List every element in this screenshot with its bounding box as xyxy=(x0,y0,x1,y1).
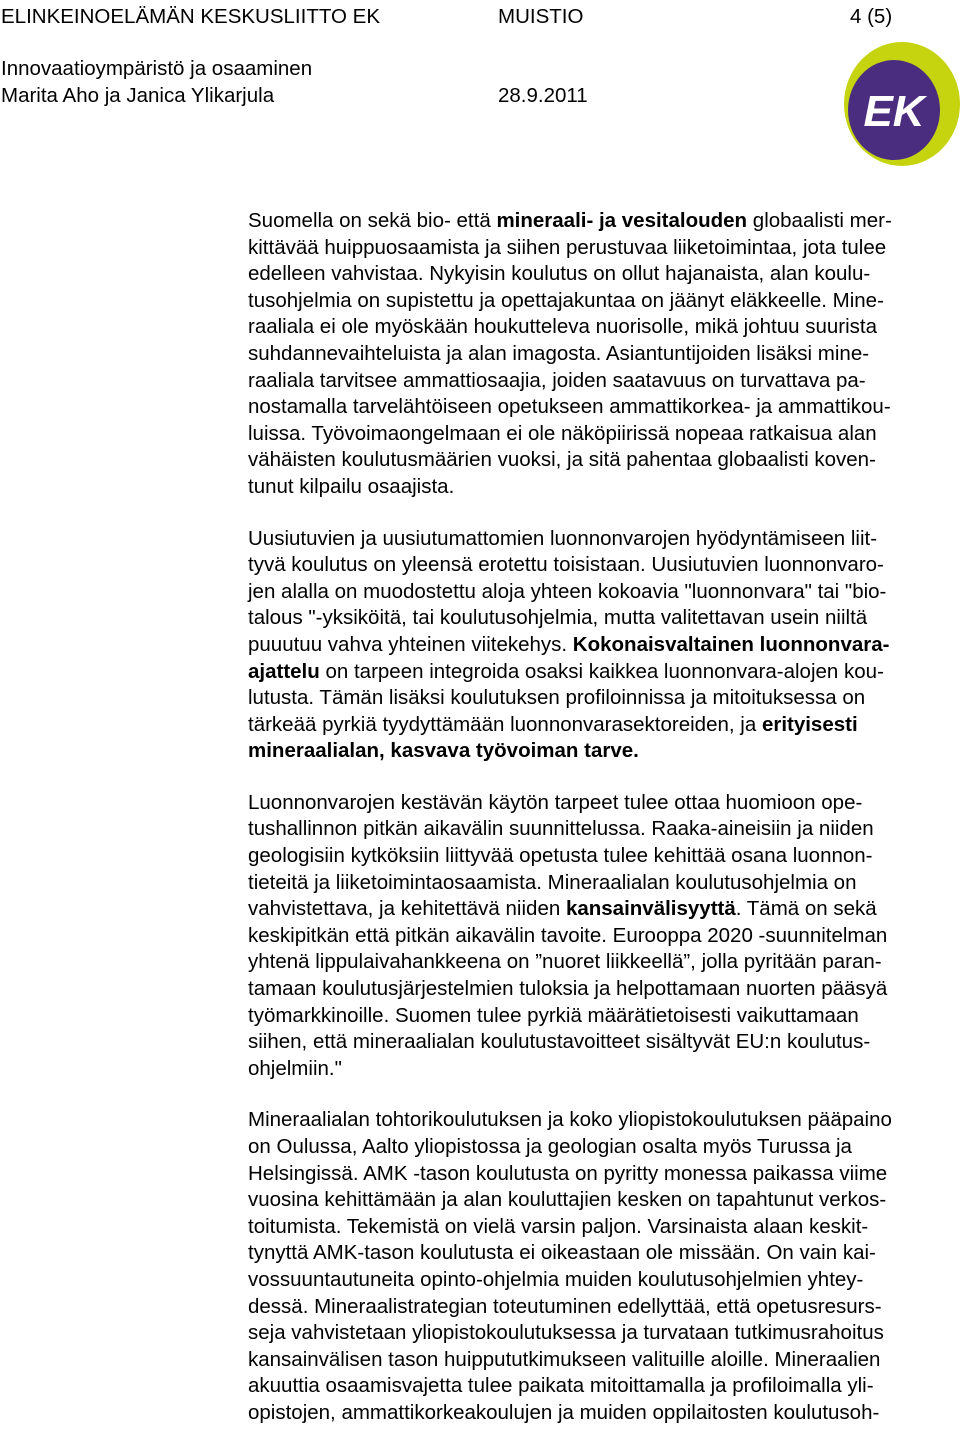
text-line xyxy=(248,1240,954,1267)
text-line xyxy=(248,949,954,976)
text-segment: yhtenä lippulaivahankkeena on ”nuoret liikkeellä”, jolla pyritään paran- xyxy=(248,950,882,974)
text-segment: vahvistettava, ja kehitettävä niiden xyxy=(248,897,566,921)
text-segment: vähäisten koulutusmäärien vuoksi, ja sitä pahentaa globaalisti koven- xyxy=(248,448,876,472)
text-segment: kansainvälisen tason huippututkimukseen valituille aloille. Mineraalien xyxy=(248,1347,881,1371)
text-line xyxy=(248,394,954,421)
text-segment: toitumista. Tekemistä on vielä varsin paljon. Varsinaista alaan keskit- xyxy=(248,1214,869,1238)
text-segment: on tarpeen integroida osaksi kaikkea luonnonvara-alojen kou- xyxy=(319,659,884,683)
text-segment: opistojen, ammattikorkeakoulujen ja muiden oppilaitosten koulutusoh- xyxy=(248,1400,880,1424)
text-segment: nostamalla tarvelähtöiseen opetukseen ammattikorkea- ja ammattikou- xyxy=(248,395,891,419)
text-segment: talous "-yksiköitä, tai koulutusohjelmia, mutta valitettavan usein niiltä xyxy=(248,606,868,630)
text-line xyxy=(248,1187,954,1214)
text-segment: keskipitkän että pitkän aikavälin tavoite. Eurooppa 2020 -suunnitelman xyxy=(248,923,888,947)
text-line xyxy=(248,288,954,315)
text-segment: edelleen vahvistaa. Nykyisin koulutus on ollut hajanaista, alan koulu- xyxy=(248,262,871,286)
paragraph xyxy=(248,208,954,501)
text-line xyxy=(248,816,954,843)
text-segment: tusohjelmia on supistettu ja opettajakuntaa on jäänyt eläkkeelle. Mine- xyxy=(248,288,884,312)
text-segment: on Oulussa, Aalto yliopistossa ja geologian osalta myös Turussa ja xyxy=(248,1135,852,1158)
organization-unit: Innovaatioympäristö ja osaaminen xyxy=(1,57,313,80)
text-segment: ohjelmiin." xyxy=(248,1056,342,1080)
organization-name: ELINKEINOELÄMÄN KESKUSLIITTO EK xyxy=(1,5,380,28)
text-line xyxy=(248,738,954,765)
text-line xyxy=(248,712,954,739)
text-segment: geologisiin kytköksiin liittyvää opetusta tulee kehittää osana luonnon- xyxy=(248,844,873,868)
text-line xyxy=(248,526,954,553)
text-segment: tärkeää pyrkiä tyydyttämään luonnonvarasektoreiden, ja xyxy=(248,712,762,736)
text-line xyxy=(248,870,954,897)
paragraph xyxy=(248,1107,954,1426)
text-line xyxy=(248,605,954,632)
text-segment: Uusiutuvien ja uusiutumattomien luonnonvarojen hyödyntämiseen liit- xyxy=(248,526,878,550)
bold-text: mineraalialan, kasvava työvoiman tarve. xyxy=(248,739,639,763)
text-line xyxy=(248,261,954,288)
text-segment: tynyttä AMK-tason koulutusta ei oikeastaan ole missään. On vain kai- xyxy=(248,1241,876,1265)
text-line xyxy=(248,659,954,686)
logo-text: EK xyxy=(863,87,925,136)
text-line xyxy=(248,341,954,368)
text-segment: . Tämä on sekä xyxy=(735,897,877,921)
text-line xyxy=(248,1107,954,1134)
text-segment: kittävää huippuosaamista ja siihen perustuvaa liiketoimintaa, jota tulee xyxy=(248,235,887,259)
memo-body xyxy=(248,208,954,1452)
text-line xyxy=(248,235,954,262)
text-line xyxy=(248,552,954,579)
text-segment: Luonnonvarojen kestävän käytön tarpeet tulee ottaa huomioon ope- xyxy=(248,790,863,814)
text-segment: raaliala ei ole myöskään houkutteleva nuorisolle, mikä johtuu suurista xyxy=(248,315,878,339)
text-segment: siihen, että mineraalialan koulutustavoitteet sisältyvät EU:n koulutus- xyxy=(248,1030,871,1054)
authors: Marita Aho ja Janica Ylikarjula xyxy=(1,84,275,107)
text-line xyxy=(248,1056,954,1083)
text-line xyxy=(248,1347,954,1374)
text-line xyxy=(248,1320,954,1347)
text-segment: dessä. Mineraalistrategian toteutuminen edellyttää, että opetusresurs- xyxy=(248,1294,882,1318)
document-date: 28.9.2011 xyxy=(498,84,588,107)
text-line xyxy=(248,1161,954,1188)
page-number: 4 (5) xyxy=(850,5,893,28)
text-segment: työmarkkinoille. Suomen tulee pyrkiä määrätietoisesti vaikuttamaan xyxy=(248,1003,859,1027)
text-segment: luissa. Työvoimaongelmaan ei ole näköpiirissä nopeaa ratkaisua alan xyxy=(248,421,877,445)
text-line xyxy=(248,1267,954,1294)
text-line xyxy=(248,1003,954,1030)
text-segment: seja vahvistetaan yliopistokoulutuksessa ja turvataan tutkimusrahoitus xyxy=(248,1321,884,1345)
text-segment: puuutuu vahva yhteinen viitekehys. xyxy=(248,632,573,656)
paragraph xyxy=(248,790,954,1083)
text-line xyxy=(248,1373,954,1400)
text-segment: vossuuntautuneita opinto-ohjelmia muiden koulutusohjelmien yhtey- xyxy=(248,1267,864,1291)
text-line xyxy=(248,421,954,448)
text-segment: jen alalla on muodostettu aloja yhteen kokoavia "luonnonvara" tai "bio- xyxy=(248,579,887,603)
text-segment: tieteitä ja liiketoimintaosaamista. Mineraalialan koulutusohjelmia on xyxy=(248,870,857,894)
text-line xyxy=(248,474,954,501)
text-segment: tamaan koulutusjärjestelmien tuloksia ja helpottamaan nuorten pääsyä xyxy=(248,977,888,1001)
text-line xyxy=(248,1029,954,1056)
bold-text: Kokonaisvaltainen luonnonvara- xyxy=(572,632,890,656)
text-line xyxy=(248,790,954,817)
text-line xyxy=(248,923,954,950)
text-segment: suhdannevaihteluista ja alan imagosta. Asiantuntijoiden lisäksi mine- xyxy=(248,341,870,365)
text-line xyxy=(248,1134,954,1161)
text-line xyxy=(248,1214,954,1241)
ek-logo xyxy=(842,40,960,168)
text-line xyxy=(248,843,954,870)
paragraph xyxy=(248,526,954,765)
text-segment: Suomella on sekä bio- että xyxy=(248,209,497,232)
text-line xyxy=(248,976,954,1003)
text-line xyxy=(248,896,954,923)
bold-text: mineraali- ja vesitalouden xyxy=(496,209,748,232)
text-segment: raaliala tarvitsee ammattiosaajia, joiden saatavuus on turvattava pa- xyxy=(248,368,866,392)
text-segment: lutusta. Tämän lisäksi koulutuksen profiloinnissa ja mitoituksessa on xyxy=(248,686,866,710)
text-line xyxy=(248,208,954,235)
text-line xyxy=(248,1294,954,1321)
text-line xyxy=(248,447,954,474)
text-line xyxy=(248,1400,954,1427)
text-line xyxy=(248,368,954,395)
text-line xyxy=(248,632,954,659)
text-segment: akuuttia osaamisvajetta tulee paikata mitoittamalla ja profiloimalla yli- xyxy=(248,1374,874,1398)
text-segment: Helsingissä. AMK -tason koulutusta on pyritty monessa paikassa viime xyxy=(248,1161,888,1185)
text-segment: tunut kilpailu osaajista. xyxy=(248,474,455,498)
bold-text: erityisesti xyxy=(761,712,858,736)
text-segment: globaalisti mer- xyxy=(747,209,892,232)
text-line xyxy=(248,314,954,341)
bold-text: kansainvälisyyttä xyxy=(565,897,736,921)
text-segment: vuosina kehittämään ja alan kouluttajien kesken on tapahtunut verkos- xyxy=(248,1188,887,1212)
bold-text: ajattelu xyxy=(248,659,320,683)
document-type: MUISTIO xyxy=(498,5,584,28)
text-segment: Mineraalialan tohtorikoulutuksen ja koko yliopistokoulutuksen pääpaino xyxy=(248,1108,892,1132)
text-segment: tushallinnon pitkän aikavälin suunnittelussa. Raaka-aineisiin ja niiden xyxy=(248,817,874,841)
text-line xyxy=(248,685,954,712)
text-segment: tyvä koulutus on yleensä erotettu toisistaan. Uusiutuvien luonnonvaro- xyxy=(248,553,884,577)
text-line xyxy=(248,579,954,606)
